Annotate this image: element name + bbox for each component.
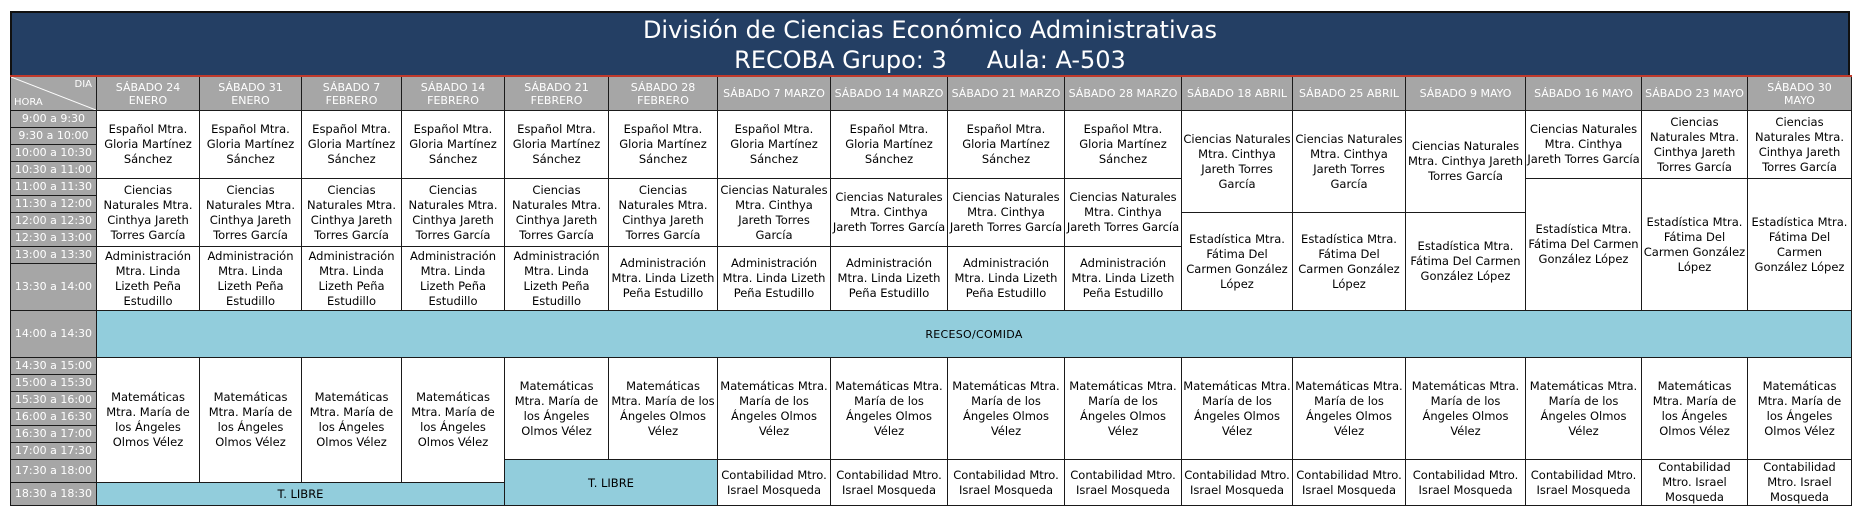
date-header: SÁBADO 31 ENERO bbox=[200, 76, 302, 111]
time-slot: 16:00 a 16:30 bbox=[11, 409, 97, 426]
class-cell-matematicas: Matemáticas Mtra. María de los Ángeles Olmos Vélez bbox=[505, 358, 609, 460]
class-cell-matematicas: Matemáticas Mtra. María de los Ángeles Olmos Vélez bbox=[718, 358, 831, 460]
class-cell-matematicas: Matemáticas Mtra. María de los Ángeles Olmos Vélez bbox=[1642, 358, 1748, 460]
time-slot: 16:30 a 17:00 bbox=[11, 426, 97, 443]
class-cell-ciencias: Ciencias Naturales Mtra. Cinthya Jareth Torres García bbox=[1642, 111, 1748, 179]
class-cell-espanol: Español Mtra. Gloria Martínez Sánchez bbox=[831, 111, 948, 179]
class-cell-administracion: Administración Mtra. Linda Lizeth Peña Estudillo bbox=[609, 247, 718, 311]
day-hour-corner bbox=[11, 76, 97, 111]
class-cell-matematicas: Matemáticas Mtra. María de los Ángeles Olmos Vélez bbox=[1182, 358, 1293, 460]
class-cell-espanol: Español Mtra. Gloria Martínez Sánchez bbox=[200, 111, 302, 179]
date-header-row bbox=[11, 76, 1852, 111]
class-cell-administracion: Administración Mtra. Linda Lizeth Peña Estudillo bbox=[302, 247, 402, 311]
class-cell-estadistica: Estadística Mtra. Fátima Del Carmen González López bbox=[1293, 213, 1406, 311]
schedule-title-banner bbox=[10, 11, 1850, 75]
class-cell-matematicas: Matemáticas Mtra. María de los Ángeles Olmos Vélez bbox=[1406, 358, 1526, 460]
time-slot: 10:30 a 11:00 bbox=[11, 162, 97, 179]
class-cell-administracion: Administración Mtra. Linda Lizeth Peña Estudillo bbox=[948, 247, 1065, 311]
division-title: División de Ciencias Económico Administrativas bbox=[642, 16, 1218, 44]
recess-cell: RECESO/COMIDA bbox=[97, 311, 1852, 358]
group-label: RECOBA Grupo: 3 bbox=[734, 46, 947, 74]
class-cell-administracion: Administración Mtra. Linda Lizeth Peña Estudillo bbox=[718, 247, 831, 311]
class-cell-ciencias: Ciencias Naturales Mtra. Cinthya Jareth Torres García bbox=[1065, 179, 1182, 247]
room-label: Aula: A-503 bbox=[986, 46, 1126, 74]
date-header: SÁBADO 28 FEBRERO bbox=[609, 76, 718, 111]
time-slot: 15:30 a 16:00 bbox=[11, 392, 97, 409]
class-cell-ciencias: Ciencias Naturales Mtra. Cinthya Jareth Torres García bbox=[1526, 111, 1642, 179]
date-header: SÁBADO 28 MARZO bbox=[1065, 76, 1182, 111]
time-slot: 11:00 a 11:30 bbox=[11, 179, 97, 196]
date-header: SÁBADO 24 ENERO bbox=[97, 76, 200, 111]
class-cell-contabilidad: Contabilidad Mtro. Israel Mosqueda bbox=[1182, 460, 1293, 506]
class-cell-espanol: Español Mtra. Gloria Martínez Sánchez bbox=[402, 111, 505, 179]
time-slot: 18:30 a 18:30 bbox=[11, 483, 97, 506]
group-room-line bbox=[12, 45, 1848, 75]
time-slot: 12:00 a 12:30 bbox=[11, 213, 97, 230]
class-cell-espanol: Español Mtra. Gloria Martínez Sánchez bbox=[948, 111, 1065, 179]
class-cell-espanol: Español Mtra. Gloria Martínez Sánchez bbox=[609, 111, 718, 179]
date-header: SÁBADO 9 MAYO bbox=[1406, 76, 1526, 111]
class-cell-contabilidad: Contabilidad Mtro. Israel Mosqueda bbox=[831, 460, 948, 506]
date-header: SÁBADO 25 ABRIL bbox=[1293, 76, 1406, 111]
class-cell-ciencias: Ciencias Naturales Mtra. Cinthya Jareth Torres García bbox=[1293, 111, 1406, 213]
class-cell-espanol: Español Mtra. Gloria Martínez Sánchez bbox=[97, 111, 200, 179]
class-cell-matematicas: Matemáticas Mtra. María de los Ángeles Olmos Vélez bbox=[200, 358, 302, 483]
class-cell-matematicas: Matemáticas Mtra. María de los Ángeles Olmos Vélez bbox=[1065, 358, 1182, 460]
date-header: SÁBADO 18 ABRIL bbox=[1182, 76, 1293, 111]
class-cell-administracion: Administración Mtra. Linda Lizeth Peña Estudillo bbox=[97, 247, 200, 311]
class-cell-ciencias: Ciencias Naturales Mtra. Cinthya Jareth Torres García bbox=[200, 179, 302, 247]
class-cell-estadistica: Estadística Mtra. Fátima Del Carmen González López bbox=[1182, 213, 1293, 311]
class-cell-administracion: Administración Mtra. Linda Lizeth Peña Estudillo bbox=[1065, 247, 1182, 311]
date-header: SÁBADO 14 FEBRERO bbox=[402, 76, 505, 111]
recess-row bbox=[11, 311, 1852, 358]
class-cell-administracion: Administración Mtra. Linda Lizeth Peña Estudillo bbox=[200, 247, 302, 311]
class-cell-ciencias: Ciencias Naturales Mtra. Cinthya Jareth Torres García bbox=[302, 179, 402, 247]
date-header: SÁBADO 23 MAYO bbox=[1642, 76, 1748, 111]
date-header: SÁBADO 16 MAYO bbox=[1526, 76, 1642, 111]
class-cell-contabilidad: Contabilidad Mtro. Israel Mosqueda bbox=[1642, 460, 1748, 506]
class-cell-ciencias: Ciencias Naturales Mtra. Cinthya Jareth Torres García bbox=[97, 179, 200, 247]
free-time-cell: T. LIBRE bbox=[97, 483, 505, 506]
class-cell-ciencias: Ciencias Naturales Mtra. Cinthya Jareth Torres García bbox=[1748, 111, 1852, 179]
class-cell-ciencias: Ciencias Naturales Mtra. Cinthya Jareth Torres García bbox=[1406, 111, 1526, 213]
time-slot: 10:00 a 10:30 bbox=[11, 145, 97, 162]
class-cell-matematicas: Matemáticas Mtra. María de los Ángeles Olmos Vélez bbox=[948, 358, 1065, 460]
class-cell-matematicas: Matemáticas Mtra. María de los Ángeles Olmos Vélez bbox=[1748, 358, 1852, 460]
class-cell-administracion: Administración Mtra. Linda Lizeth Peña Estudillo bbox=[505, 247, 609, 311]
day-label: DIA bbox=[74, 79, 92, 90]
time-slot: 17:30 a 18:00 bbox=[11, 460, 97, 483]
time-slot: 9:00 a 9:30 bbox=[11, 111, 97, 128]
date-header: SÁBADO 21 FEBRERO bbox=[505, 76, 609, 111]
class-cell-espanol: Español Mtra. Gloria Martínez Sánchez bbox=[1065, 111, 1182, 179]
class-cell-matematicas: Matemáticas Mtra. María de los Ángeles Olmos Vélez bbox=[97, 358, 200, 483]
class-cell-ciencias: Ciencias Naturales Mtra. Cinthya Jareth Torres García bbox=[718, 179, 831, 247]
class-cell-ciencias: Ciencias Naturales Mtra. Cinthya Jareth Torres García bbox=[402, 179, 505, 247]
class-cell-espanol: Español Mtra. Gloria Martínez Sánchez bbox=[718, 111, 831, 179]
time-slot: 13:30 a 14:00 bbox=[11, 264, 97, 311]
class-cell-ciencias: Ciencias Naturales Mtra. Cinthya Jareth Torres García bbox=[948, 179, 1065, 247]
hour-label: HORA bbox=[14, 97, 43, 108]
class-cell-matematicas: Matemáticas Mtra. María de los Ángeles Olmos Vélez bbox=[609, 358, 718, 460]
time-slot: 14:00 a 14:30 bbox=[11, 311, 97, 358]
time-slot: 12:30 a 13:00 bbox=[11, 230, 97, 247]
date-header: SÁBADO 7 FEBRERO bbox=[302, 76, 402, 111]
free-time-cell: T. LIBRE bbox=[505, 460, 718, 506]
class-cell-espanol: Español Mtra. Gloria Martínez Sánchez bbox=[302, 111, 402, 179]
class-cell-estadistica: Estadística Mtra. Fátima Del Carmen González López bbox=[1642, 179, 1748, 311]
class-cell-contabilidad: Contabilidad Mtro. Israel Mosqueda bbox=[1406, 460, 1526, 506]
date-header: SÁBADO 21 MARZO bbox=[948, 76, 1065, 111]
class-cell-matematicas: Matemáticas Mtra. María de los Ángeles Olmos Vélez bbox=[1526, 358, 1642, 460]
class-cell-contabilidad: Contabilidad Mtro. Israel Mosqueda bbox=[948, 460, 1065, 506]
class-cell-ciencias: Ciencias Naturales Mtra. Cinthya Jareth Torres García bbox=[1182, 111, 1293, 213]
class-cell-contabilidad: Contabilidad Mtro. Israel Mosqueda bbox=[1748, 460, 1852, 506]
class-cell-administracion: Administración Mtra. Linda Lizeth Peña Estudillo bbox=[402, 247, 505, 311]
class-cell-estadistica: Estadística Mtra. Fátima Del Carmen González López bbox=[1526, 179, 1642, 311]
time-slot: 9:30 a 10:00 bbox=[11, 128, 97, 145]
time-slot: 14:30 a 15:00 bbox=[11, 358, 97, 375]
schedule-sheet bbox=[10, 11, 1850, 506]
date-header: SÁBADO 14 MARZO bbox=[831, 76, 948, 111]
time-slot: 15:00 a 15:30 bbox=[11, 375, 97, 392]
time-slot: 13:00 a 13:30 bbox=[11, 247, 97, 264]
class-cell-ciencias: Ciencias Naturales Mtra. Cinthya Jareth Torres García bbox=[505, 179, 609, 247]
class-cell-contabilidad: Contabilidad Mtro. Israel Mosqueda bbox=[1526, 460, 1642, 506]
class-cell-estadistica: Estadística Mtra. Fátima Del Carmen González López bbox=[1748, 179, 1852, 311]
class-cell-matematicas: Matemáticas Mtra. María de los Ángeles Olmos Vélez bbox=[402, 358, 505, 483]
time-row bbox=[11, 111, 1852, 128]
class-cell-matematicas: Matemáticas Mtra. María de los Ángeles Olmos Vélez bbox=[831, 358, 948, 460]
class-cell-contabilidad: Contabilidad Mtro. Israel Mosqueda bbox=[718, 460, 831, 506]
class-cell-contabilidad: Contabilidad Mtro. Israel Mosqueda bbox=[1065, 460, 1182, 506]
class-cell-ciencias: Ciencias Naturales Mtra. Cinthya Jareth Torres García bbox=[609, 179, 718, 247]
class-cell-administracion: Administración Mtra. Linda Lizeth Peña Estudillo bbox=[831, 247, 948, 311]
class-cell-estadistica: Estadística Mtra. Fátima Del Carmen González López bbox=[1406, 213, 1526, 311]
class-cell-matematicas: Matemáticas Mtra. María de los Ángeles Olmos Vélez bbox=[1293, 358, 1406, 460]
class-cell-espanol: Español Mtra. Gloria Martínez Sánchez bbox=[505, 111, 609, 179]
time-row bbox=[11, 358, 1852, 375]
date-header: SÁBADO 30 MAYO bbox=[1748, 76, 1852, 111]
time-row bbox=[11, 179, 1852, 196]
class-cell-contabilidad: Contabilidad Mtro. Israel Mosqueda bbox=[1293, 460, 1406, 506]
time-slot: 17:00 a 17:30 bbox=[11, 443, 97, 460]
date-header: SÁBADO 7 MARZO bbox=[718, 76, 831, 111]
class-cell-ciencias: Ciencias Naturales Mtra. Cinthya Jareth Torres García bbox=[831, 179, 948, 247]
schedule-table bbox=[10, 75, 1852, 506]
class-cell-matematicas: Matemáticas Mtra. María de los Ángeles Olmos Vélez bbox=[302, 358, 402, 483]
time-slot: 11:30 a 12:00 bbox=[11, 196, 97, 213]
